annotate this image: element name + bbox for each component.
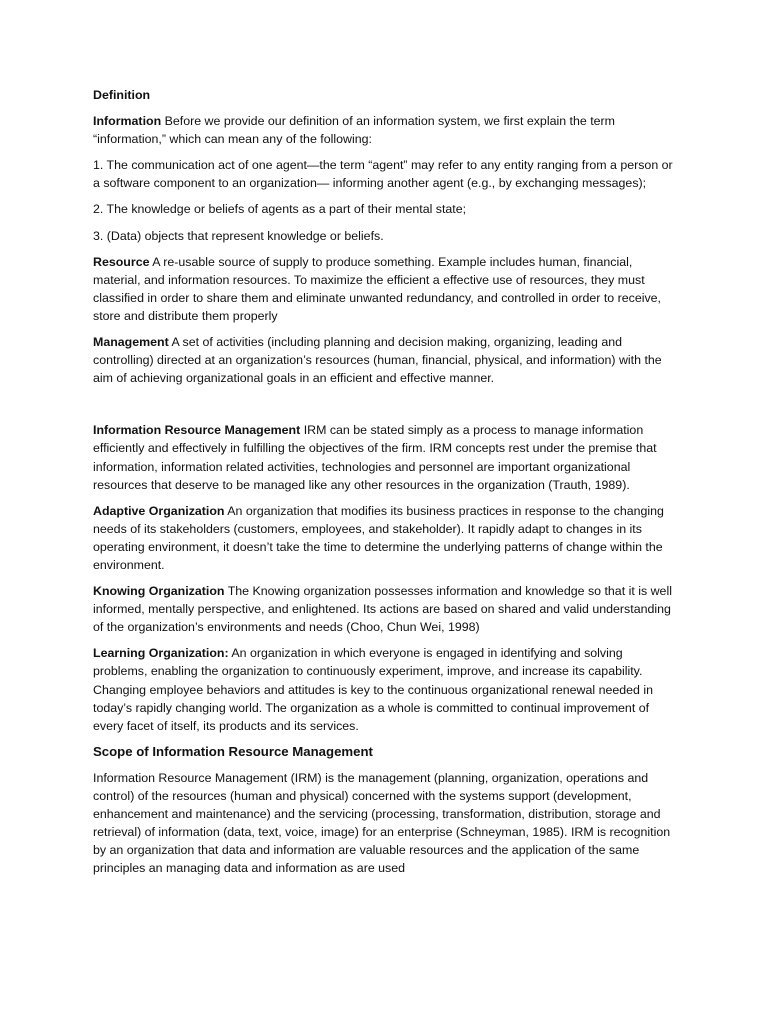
list-item-1: 1. The communication act of one agent—the term “agent” may refer to any entity ranging from a person or a software component to an organization— informing another agent (e.g., by exchanging messages); (93, 158, 673, 191)
irm-paragraph (93, 421, 678, 493)
adaptive-term: Adaptive Organization (93, 503, 225, 518)
list-item-3: 3. (Data) objects that represent knowledge or beliefs. (93, 228, 384, 243)
resource-term: Resource (93, 254, 150, 269)
learning-term: Learning Organization: (93, 646, 229, 661)
document-page (93, 86, 678, 885)
information-paragraph (93, 112, 678, 148)
management-text: A set of activities (including planning and decision making, organizing, leading and controlling) directed at an organization’s resources (human, financial, physical, and information) with the aim of achieving organizational goals in an efficient and effective manner. (93, 335, 662, 386)
learning-text: An organization in which everyone is engaged in identifying and solving problems, enabling the organization to continuously experiment, improve, and increase its capability. Changing employee behaviors and attitudes is key to the continuous organizational renewal needed in today’s rapidly changing world. The organization as a whole is committed to continual improvement of every facet of itself, its products and its services. (93, 646, 654, 733)
information-term: Information (93, 114, 162, 129)
management-paragraph (93, 333, 678, 387)
irm-text: IRM can be stated simply as a process to manage information efficiently and effectively in fulfilling the objectives of the firm. IRM concepts rest under the premise that information, information related activities, technologies and personnel are important organizational resources that deserve to be managed like any other resources in the organization (Trauth, 1989). (93, 423, 657, 492)
list-item-2: 2. The knowledge or beliefs of agents as a part of their mental state; (93, 202, 467, 217)
scope-paragraph: Information Resource Management (IRM) is the management (planning, organization, operations and control) of the resources (human and physical) concerned with the systems support (development, enhancement and maintenance) and the servicing (processing, transformation, distribution, storage and retrieval) of information (data, text, voice, image) for an enterprise (Schneyman, 1985). IRM is recognition by an organization that data and information are valuable resources and the application of the same principles an managing data and information as are used (93, 770, 671, 876)
blank-line (93, 395, 678, 421)
irm-term: Information Resource Management (93, 423, 301, 438)
management-term: Management (93, 335, 169, 350)
information-text: Before we provide our definition of an information system, we first explain the term “information,” which can mean any of the following: (93, 114, 616, 147)
learning-paragraph (93, 644, 678, 734)
resource-paragraph (93, 253, 678, 325)
knowing-text: The Knowing organization possesses information and knowledge so that it is well informed, mentally perspective, and enlightened. Its actions are based on shared and valid understanding of the organization’s environments and needs (Choo, Chun Wei, 1998) (93, 584, 672, 635)
resource-text: A re-usable source of supply to produce something. Example includes human, financial, material, and information resources. To maximize the efficient a effective use of resources, they must classified in order to share them and eliminate unwanted redundancy, and controlled in order to receive, store and distribute them properly (93, 254, 662, 323)
definition-heading: Definition (93, 88, 151, 102)
knowing-paragraph (93, 582, 678, 636)
knowing-term: Knowing Organization (93, 584, 225, 599)
scope-heading: Scope of Information Resource Management (93, 743, 373, 759)
adaptive-text: An organization that modifies its business practices in response to the changing needs of its stakeholders (customers, employees, and stakeholder). It rapidly adapt to changes in its operating environment, it doesn’t take the time to determine the underlying patterns of change within the environment. (93, 503, 664, 572)
adaptive-paragraph (93, 502, 678, 574)
